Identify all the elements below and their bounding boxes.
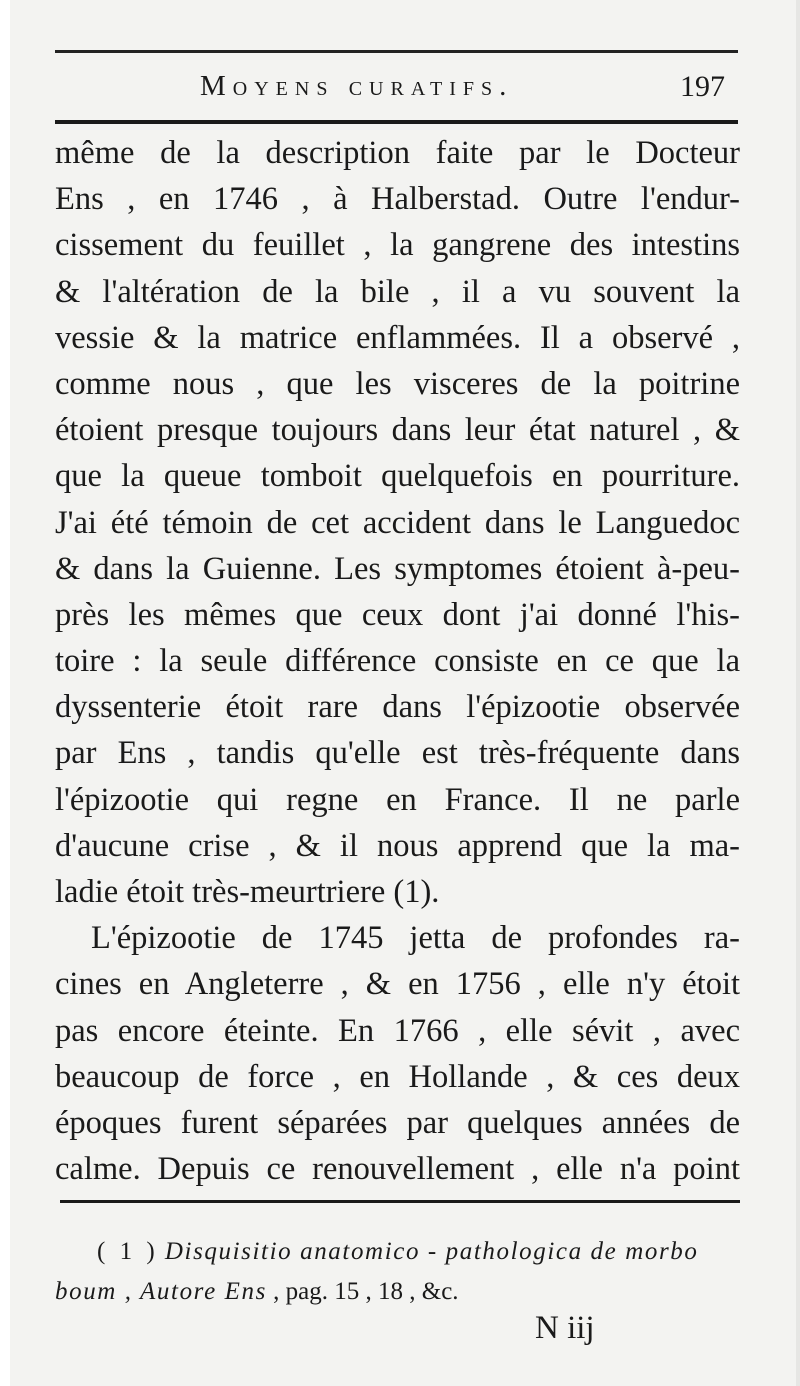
page-number: 197	[680, 70, 725, 103]
text-line: par Ens , tandis qu'elle est très-fréquente dans	[55, 735, 740, 772]
text-line: cines en Angleterre , & en 1756 , elle n'y étoit	[55, 966, 740, 1003]
text-line: Ens , en 1746 , à Halberstad. Outre l'endur-	[55, 181, 740, 218]
signature-mark: N iij	[535, 1310, 595, 1346]
text-line: même de la description faite par le Docteur	[55, 135, 740, 171]
text-line: dyssenterie étoit rare dans l'épizootie observée	[55, 689, 740, 726]
running-title: Moyens curatifs.	[200, 70, 514, 102]
footnote-line	[55, 1272, 750, 1312]
footnote-rule	[60, 1200, 740, 1203]
text-line: beaucoup de force , en Hollande , & ces deux	[55, 1058, 740, 1095]
text-line: l'épizootie qui regne en France. Il ne parle	[55, 781, 740, 818]
text-line-paragraph-end: ladie étoit très-meurtriere (1).	[55, 874, 440, 910]
header-rule	[55, 120, 738, 124]
top-rule	[55, 50, 738, 53]
text-line: & dans la Guienne. Les symptomes étoient à-peu-	[55, 550, 740, 587]
footnote-line	[55, 1232, 750, 1272]
text-line: d'aucune crise , & il nous apprend que la ma-	[55, 827, 740, 864]
text-line: que la queue tomboit quelquefois en pourriture.	[55, 458, 740, 495]
footnote-citation-pages: , pag. 15 , 18 , &c.	[273, 1278, 459, 1305]
footnote	[55, 1232, 750, 1312]
footnote-citation-title: Disquisitio anatomico - pathologica de morbo	[164, 1238, 699, 1265]
text-line: comme nous , que les visceres de la poitrine	[55, 365, 740, 402]
body-text	[55, 130, 740, 1192]
text-line: vessie & la matrice enflammées. Il a observé ,	[55, 319, 740, 356]
text-line: près les mêmes que ceux dont j'ai donné l'his-	[55, 596, 740, 633]
text-line: & l'altération de la bile , il a vu souvent la	[55, 273, 740, 310]
text-line: calme. Depuis ce renouvellement , elle n'a point	[55, 1151, 740, 1188]
text-line-paragraph-start: L'épizootie de 1745 jetta de profondes ra-	[91, 920, 740, 957]
text-line: toire : la seule différence consiste en ce que la	[55, 643, 740, 680]
text-line: cissement du feuillet , la gangrene des intestins	[55, 227, 740, 264]
text-line: époques furent séparées par quelques années de	[55, 1104, 740, 1141]
page-left-margin	[0, 0, 10, 1386]
text-line: pas encore éteinte. En 1766 , elle sévit , avec	[55, 1012, 740, 1049]
footnote-marker: ( 1 )	[97, 1238, 159, 1265]
footnote-citation-author: boum , Autore Ens	[55, 1278, 267, 1305]
text-line: étoient presque toujours dans leur état naturel , &	[55, 412, 740, 449]
page-right-edge	[796, 0, 800, 1386]
text-line: J'ai été témoin de cet accident dans le Languedoc	[55, 504, 740, 541]
